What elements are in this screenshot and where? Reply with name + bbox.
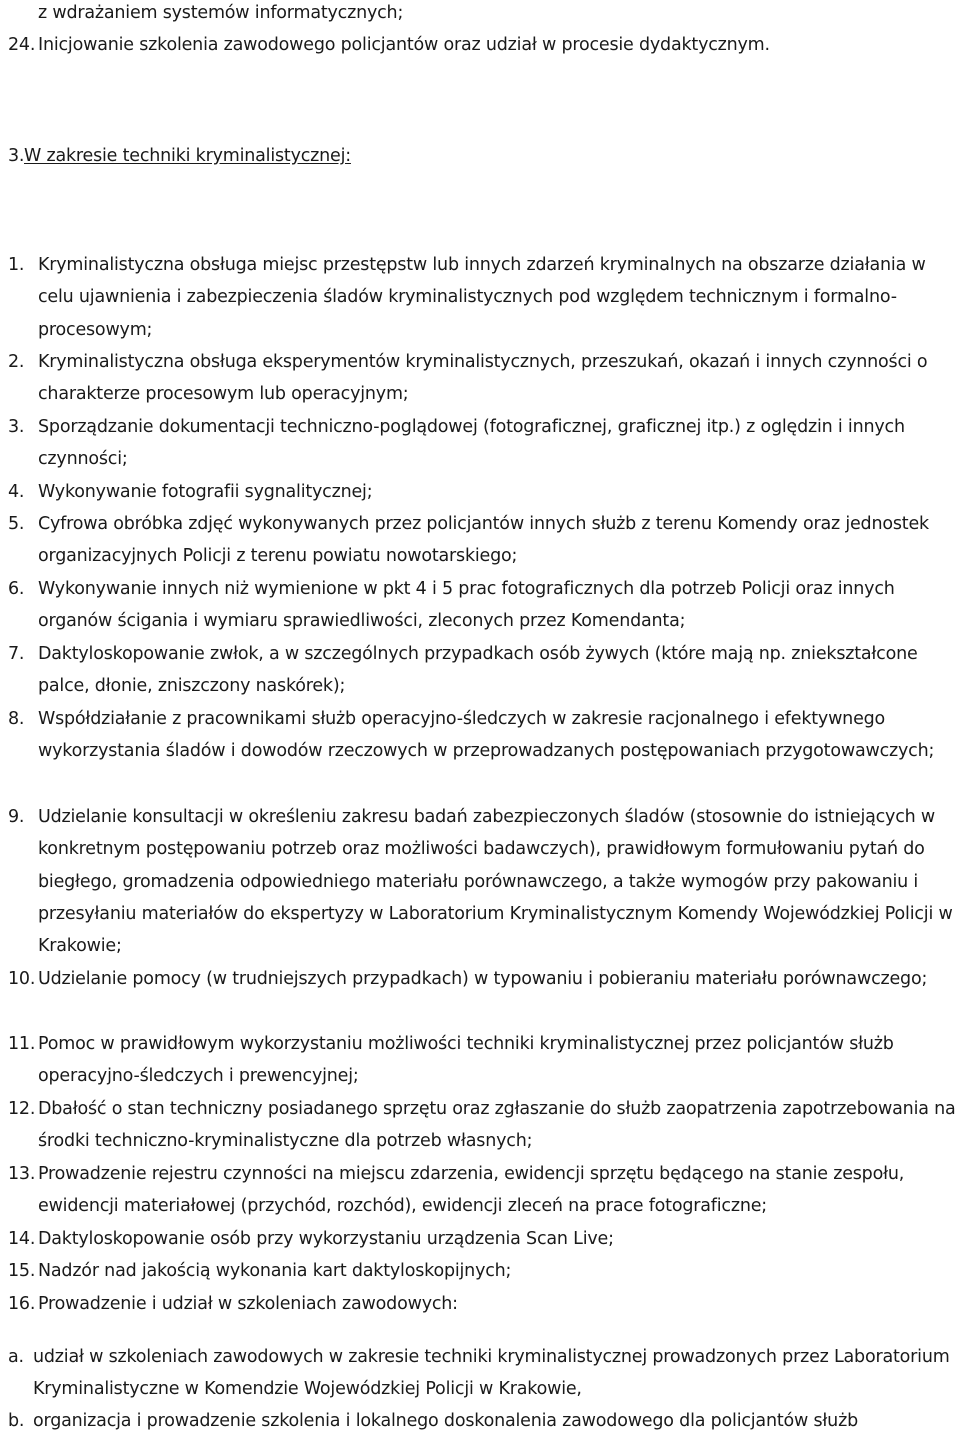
list-item-number: 16.	[8, 1294, 36, 1314]
list-item-text: Prowadzenie rejestru czynności na miejscu zdarzenia, ewidencji sprzętu będącego na stanie zespołu, ewidencji materiałowej (przychód, rozchód), ewidencji zleceń na prace fotograficzne;	[38, 1163, 905, 1217]
list-item-text: Nadzór nad jakością wykonania kart daktyloskopijnych;	[38, 1260, 512, 1281]
list-item-number: 13.	[8, 1164, 36, 1184]
list-item-text: Dbałość o stan techniczny posiadanego sprzętu oraz zgłaszanie do służb zaopatrzenia zapotrzebowania na środki techniczno-kryminalistyczne dla potrzeb własnych;	[38, 1098, 956, 1152]
sub-item-letter: a.	[8, 1347, 24, 1367]
continuation-text: z wdrażaniem systemów informatycznych;	[38, 3, 404, 23]
list-item-number: 15.	[8, 1261, 36, 1281]
list-item-number: 12.	[8, 1099, 36, 1119]
section-title: W zakresie techniki kryminalistycznej:	[24, 145, 351, 166]
section-number: 3.	[8, 146, 25, 166]
list-item-number: 8.	[8, 709, 25, 729]
list-item-number: 9.	[8, 807, 25, 827]
list-item-text: Wykonywanie innych niż wymienione w pkt 4 i 5 prac fotograficznych dla potrzeb Policji oraz innych organów ścigania i wymiaru sprawiedliwości, zleconych przez Komendanta;	[38, 578, 895, 632]
list-item-text: Daktyloskopowanie osób przy wykorzystaniu urządzenia Scan Live;	[38, 1228, 614, 1249]
list-item-text: Inicjowanie szkolenia zawodowego policjantów oraz udział w procesie dydaktycznym.	[38, 34, 770, 55]
list-item-text: Udzielanie pomocy (w trudniejszych przypadkach) w typowaniu i pobieraniu materiału porównawczego;	[38, 968, 928, 989]
list-item-text: Sporządzanie dokumentacji techniczno-poglądowej (fotograficznej, graficznej itp.) z oględzin i innych czynności;	[38, 416, 905, 470]
list-item-number: 24.	[8, 35, 36, 55]
list-item-text: Cyfrowa obróbka zdjęć wykonywanych przez policjantów innych służb z terenu Komendy oraz jednostek organizacyjnych Policji z terenu powiatu nowotarskiego;	[38, 513, 929, 567]
sub-item-text: udział w szkoleniach zawodowych w zakresie techniki kryminalistycznej prowadzonych przez Laboratorium Kryminalistyczne w Komendzie Wojewódzkiej Policji w Krakowie,	[33, 1346, 950, 1400]
list-item-text: Daktyloskopowanie zwłok, a w szczególnych przypadkach osób żywych (które mają np. zniekształcone palce, dłonie, zniszczony naskórek);	[38, 643, 918, 697]
list-item-text: Prowadzenie i udział w szkoleniach zawodowych:	[38, 1293, 458, 1314]
list-item-text: Kryminalistyczna obsługa miejsc przestępstw lub innych zdarzeń kryminalnych na obszarze działania w celu ujawnienia i zabezpieczenia śladów kryminalistycznych pod względem technicznym i formalno-procesowym;	[38, 254, 926, 340]
list-item-number: 1.	[8, 255, 25, 275]
list-item-number: 10.	[8, 969, 36, 989]
list-item-number: 4.	[8, 482, 25, 502]
list-item-number: 11.	[8, 1034, 36, 1054]
list-item-number: 7.	[8, 644, 25, 664]
list-item-text: Udzielanie konsultacji w określeniu zakresu badań zabezpieczonych śladów (stosownie do istniejących w konkretnym postępowaniu potrzeb oraz możliwości badawczych), prawidłowym formułowaniu pytań do biegłego, gromadzenia odpowiedniego materiału porównawczego, a także wymogów przy pakowaniu i przesyłaniu materiałów do ekspertyzy w Laboratorium Kryminalistycznym Komendy Wojewódzkiej Policji w Krakowie;	[38, 806, 953, 957]
list-item-number: 2.	[8, 352, 25, 372]
list-item-text: Wykonywanie fotografii sygnalitycznej;	[38, 481, 373, 502]
list-item-text: Kryminalistyczna obsługa eksperymentów kryminalistycznych, przeszukań, okazań i innych czynności o charakterze procesowym lub operacyjnym;	[38, 351, 928, 405]
list-item-number: 3.	[8, 417, 25, 437]
list-item-number: 14.	[8, 1229, 36, 1249]
list-item-text: Współdziałanie z pracownikami służb operacyjno-śledczych w zakresie racjonalnego i efektywnego wykorzystania śladów i dowodów rzeczowych w przeprowadzanych postępowaniach przygotowawczych;	[38, 708, 935, 762]
list-item-number: 6.	[8, 579, 25, 599]
sub-item-letter: b.	[8, 1411, 25, 1431]
sub-item-text: organizacja i prowadzenie szkolenia i lokalnego doskonalenia zawodowego dla policjantów służb	[33, 1410, 858, 1431]
list-item-text: Pomoc w prawidłowym wykorzystaniu możliwości techniki kryminalistycznej przez policjantów służb operacyjno-śledczych i prewencyjnej;	[38, 1033, 894, 1087]
list-item-number: 5.	[8, 514, 25, 534]
